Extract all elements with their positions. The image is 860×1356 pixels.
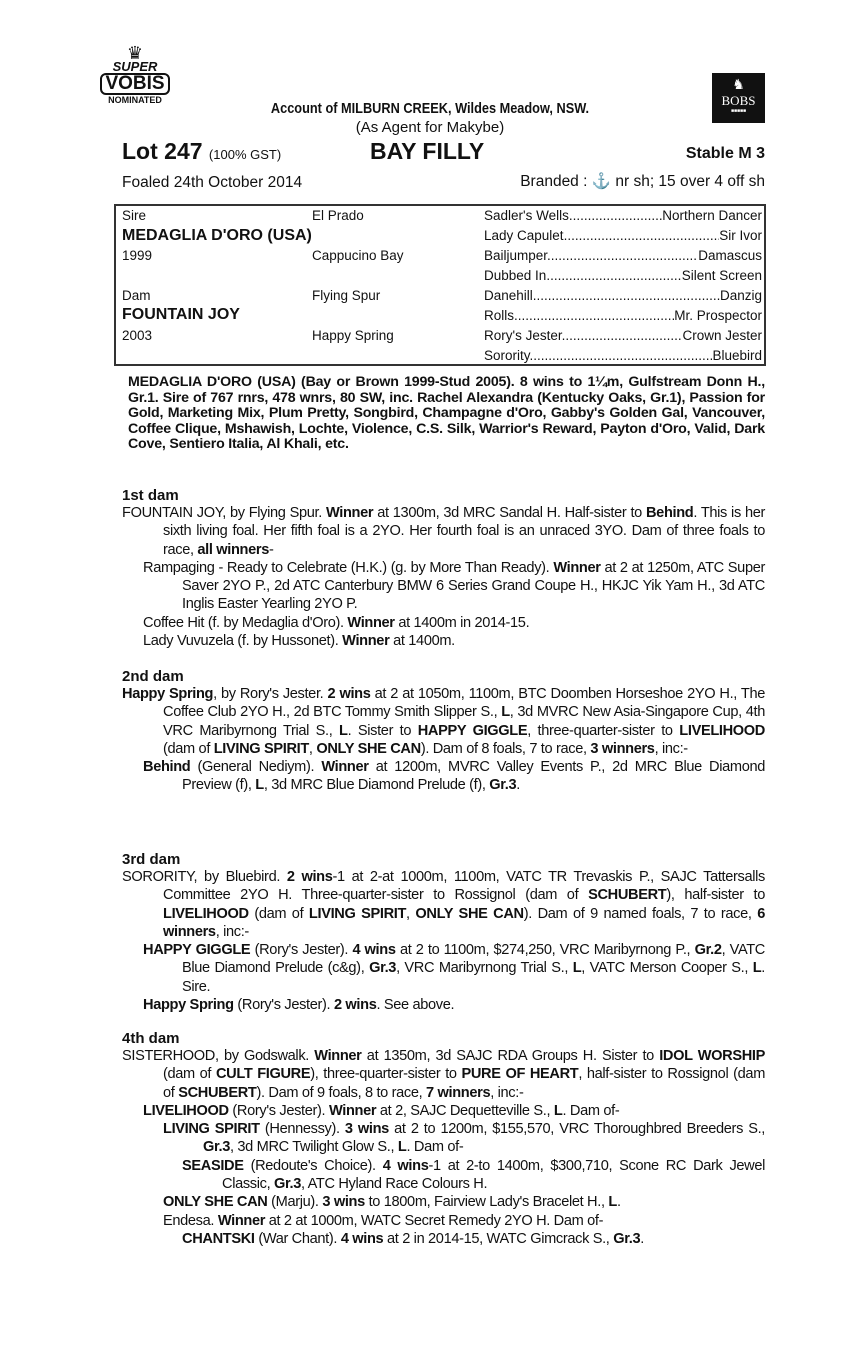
produce-record: Lady Vuvuzela (f. by Hussonet). Winner at 1400m.	[143, 633, 455, 650]
dam-section	[122, 1030, 765, 1248]
bold-highlight: Behind	[143, 759, 191, 776]
pedigree-ancestor	[484, 288, 762, 303]
stable-number: Stable M 3	[685, 145, 765, 162]
bold-highlight: ONLY SHE CAN	[163, 1194, 268, 1211]
bold-highlight: HAPPY GIGGLE	[143, 942, 251, 959]
section-heading: 1st dam	[122, 487, 179, 504]
produce-record: Happy Spring (Rory's Jester). 2 wins. See above.	[143, 997, 455, 1014]
bold-highlight: 4 wins	[352, 942, 396, 959]
ancestor-sire: Sir Ivor	[719, 228, 762, 243]
pedigree-ancestor	[484, 208, 762, 223]
produce-record: HAPPY GIGGLE (Rory's Jester). 4 wins at 2 to 1100m, $274,250, VRC Maribyrnong P., Gr.2, VATC Blue Diamond Prelude (c&g), Gr.3, VRC Maribyrnong Trial S., L, VATC Merson Cooper S., L. Sire.	[143, 942, 766, 995]
ancestor-name: Bailjumper .....	[484, 248, 698, 263]
ancestor-name: Danehill .....	[484, 288, 720, 303]
ancestor-name: Lady Capulet .....	[484, 228, 719, 243]
produce-record: Behind (General Nediym). Winner at 1200m, MVRC Valley Events P., 2d MRC Blue Diamond Preview (f), L, 3d MRC Blue Diamond Prelude (f), Gr.3.	[143, 759, 765, 794]
bold-highlight: 6 winners	[163, 905, 766, 940]
bold-highlight: CULT FIGURE	[215, 1066, 311, 1083]
vendor-account: Account of MILBURN CREEK, Wildes Meadow, NSW.	[270, 100, 590, 117]
bold-highlight: LIVING SPIRIT	[308, 905, 407, 922]
bold-highlight: 3 winners	[590, 740, 655, 757]
grandsire-paternal: El Prado	[312, 208, 364, 223]
horse-description: BAY FILLY	[370, 138, 485, 164]
brand-info	[520, 172, 765, 191]
section-heading: 3rd dam	[122, 851, 181, 868]
ancestor-sire: Bluebird	[712, 348, 762, 363]
ancestor-name: Dubbed In .....	[484, 268, 682, 283]
produce-record: LIVING SPIRIT (Hennessy). 3 wins at 2 to 1200m, $155,570, VRC Thoroughbred Breeders S., Gr.3, 3d MRC Twilight Glow S., L. Dam of-	[163, 1121, 766, 1156]
produce-record: FOUNTAIN JOY, by Flying Spur. Winner at 1300m, 3d MRC Sandal H. Half-sister to Behind. This is her sixth living foal. Her fifth foal is a 2YO. Her fourth foal is an unraced 3YO. Dam of three foals to race, all winners-	[122, 505, 765, 558]
bold-highlight: LIVING SPIRIT	[163, 1121, 260, 1138]
bold-highlight: Gr.3	[274, 1176, 301, 1193]
granddam-maternal: Happy Spring	[312, 328, 394, 343]
bold-highlight: Gr.3	[489, 777, 517, 794]
produce-record: SEASIDE (Redoute's Choice). 4 wins-1 at 2-to 1400m, $300,710, Scone RC Dark Jewel Classic, Gr.3, ATC Hyland Race Colours H.	[182, 1157, 766, 1193]
bold-highlight: Winner	[217, 1212, 266, 1229]
bold-highlight: 4 wins	[382, 1157, 429, 1174]
brand-prefix: Branded :	[520, 173, 588, 190]
bold-highlight: Winner	[328, 1102, 377, 1119]
bold-highlight: CHANTSKI	[182, 1230, 255, 1247]
sire-summary: MEDAGLIA D'ORO (USA) (Bay or Brown 1999-Stud 2005). 8 wins to 1¼m, Gulfstream Donn H., Gr.1. Sire of 767 rnrs, 478 wnrs, 80 SW, inc. Rachel Alexandra (Kentucky Oaks, Gr.1), Passion for Gold, Marketing Mix, Plum Pretty, Songbird, Champagne d'Oro, Gabby's Golden Gal, Vancouver, Coffee Clique, Mshawish, Lochte, Violence, C.S. Silk, Warrior's Reward, Payton d'Oro, Valid, Dark Cove, Sentiero Italia, Al Khali, etc.	[128, 374, 765, 452]
grandsire-maternal: Flying Spur	[312, 288, 381, 303]
bold-highlight: 2 wins	[327, 686, 371, 702]
bobs-logo: ♞ BOBS ■■■■■	[712, 73, 765, 123]
bold-highlight: L	[501, 704, 510, 721]
bold-highlight: Gr.2	[694, 942, 722, 959]
bold-highlight: all winners	[197, 541, 269, 558]
pedigree-ancestor	[484, 328, 762, 343]
dam-section	[122, 668, 765, 795]
section-heading: 2nd dam	[122, 668, 184, 685]
ancestor-sire: Crown Jester	[682, 328, 762, 343]
bold-highlight: LIVELIHOOD	[679, 722, 765, 739]
produce-record: Endesa. Winner at 2 at 1000m, WATC Secret Remedy 2YO H. Dam of-	[163, 1212, 604, 1229]
bold-highlight: Gr.3	[613, 1230, 641, 1247]
ancestor-name: Sadler's Wells .....	[484, 208, 662, 223]
granddam-paternal: Cappucino Bay	[312, 248, 404, 263]
ancestor-sire: Mr. Prospector	[674, 308, 762, 323]
bold-highlight: Gr.3	[203, 1139, 230, 1156]
lot-number	[122, 138, 281, 165]
ancestor-name: Sorority .....	[484, 348, 712, 363]
bold-highlight: L	[752, 960, 762, 977]
brand-suffix: nr sh; 15 over 4 off sh	[615, 173, 765, 190]
bold-highlight: Winner	[325, 505, 374, 521]
bold-highlight: LIVELIHOOD	[143, 1102, 229, 1119]
ancestor-sire: Northern Dancer	[662, 208, 762, 223]
bold-highlight: Gr.3	[369, 960, 397, 977]
bold-highlight: Winner	[314, 1048, 362, 1064]
crown-icon: ♛	[126, 43, 144, 63]
foaled-date: Foaled 24th October 2014	[122, 174, 303, 191]
sire-name: MEDAGLIA D'ORO (USA)	[122, 227, 312, 244]
anchor-icon: ⚓	[591, 173, 612, 190]
bold-highlight: Winner	[342, 633, 390, 650]
produce-record: SISTERHOOD, by Godswalk. Winner at 1350m, 3d SAJC RDA Groups H. Sister to IDOL WORSHIP (dam of CULT FIGURE), three-quarter-sister to PURE OF HEART, half-sister to Rossignol (dam of SCHUBERT). Dam of 9 foals, 8 to race, 7 winners, inc:-	[122, 1048, 766, 1101]
bold-highlight: IDOL WORSHIP	[659, 1048, 765, 1064]
bold-highlight: 3 wins	[344, 1121, 389, 1138]
bold-highlight: SEASIDE	[182, 1157, 244, 1174]
pedigree-ancestor	[484, 248, 762, 263]
dam-label: Dam	[122, 288, 151, 303]
dam-section	[122, 851, 765, 1014]
bold-highlight: Happy Spring	[122, 686, 214, 702]
bold-highlight: LIVING SPIRIT	[213, 740, 309, 757]
bold-highlight: Winner	[321, 759, 369, 776]
pedigree-ancestor	[484, 268, 762, 283]
dam-section	[122, 487, 765, 650]
dam-year: 2003	[122, 328, 153, 343]
pedigree-ancestor	[484, 228, 762, 243]
bold-highlight: L	[397, 1139, 407, 1156]
produce-record: LIVELIHOOD (Rory's Jester). Winner at 2, SAJC Dequetteville S., L. Dam of-	[143, 1102, 620, 1119]
bold-highlight: LIVELIHOOD	[163, 905, 249, 922]
produce-record: Happy Spring, by Rory's Jester. 2 wins at 2 at 1050m, 1100m, BTC Doomben Horseshoe 2YO H., The Coffee Club 2YO H., 2d BTC Tommy Smith Slipper S., L, 3d MVRC New Asia-Singapore Cup, 4th VRC Maribyrnong Trial S., L. Sister to HAPPY GIGGLE, three-quarter-sister to LIVELIHOOD (dam of LIVING SPIRIT, ONLY SHE CAN). Dam of 8 foals, 7 to race, 3 winners, inc:-	[122, 686, 765, 757]
horse-icon: ♞	[732, 76, 745, 92]
bold-highlight: Behind	[645, 505, 694, 521]
gst-note: (100% GST)	[208, 147, 282, 162]
ancestor-sire: Danzig	[719, 288, 762, 303]
bold-highlight: ONLY SHE CAN	[415, 905, 524, 922]
ancestor-sire: Damascus	[698, 248, 762, 263]
pedigree-table	[114, 204, 766, 366]
bold-highlight: Winner	[347, 614, 395, 631]
pedigree-ancestor	[484, 308, 762, 323]
bold-highlight: L	[553, 1102, 563, 1119]
bold-highlight: Happy Spring	[143, 997, 234, 1014]
bold-highlight: L	[339, 722, 348, 739]
bold-highlight: Winner	[553, 559, 601, 576]
bold-highlight: 7 winners	[426, 1084, 491, 1101]
bold-highlight: PURE OF HEART	[461, 1066, 579, 1083]
dam-name: FOUNTAIN JOY	[122, 306, 240, 323]
sire-year: 1999	[122, 248, 153, 263]
bold-highlight: 3 wins	[322, 1194, 365, 1211]
agent-line: (As Agent for Makybe)	[355, 119, 505, 136]
bold-highlight: 4 wins	[340, 1230, 384, 1247]
bold-highlight: L	[608, 1194, 617, 1211]
bold-highlight: HAPPY GIGGLE	[417, 722, 528, 739]
bold-highlight: SCHUBERT	[178, 1084, 257, 1101]
produce-record: Coffee Hit (f. by Medaglia d'Oro). Winner at 1400m in 2014-15.	[143, 614, 530, 631]
produce-record: Rampaging - Ready to Celebrate (H.K.) (g. by More Than Ready). Winner at 2 at 1250m, ATC Super Saver 2YO P., 2d ATC Canterbury BMW 6 Series Grand Coupe H., HKJC Yik Yam H., 3d ATC Inglis Easter Yearling 2YO P.	[143, 559, 765, 613]
bold-highlight: 2 wins	[286, 869, 333, 885]
produce-record: CHANTSKI (War Chant). 4 wins at 2 in 2014-15, WATC Gimcrack S., Gr.3.	[182, 1230, 644, 1247]
ancestor-name: Rolls .....	[484, 308, 674, 323]
section-heading: 4th dam	[122, 1030, 180, 1047]
produce-record: SORORITY, by Bluebird. 2 wins-1 at 2-at 1000m, 1100m, VATC TR Trevaskis P., SAJC Tattersalls Committee 2YO H. Three-quarter-sister to Rossignol (dam of SCHUBERT), half-sister to LIVELIHOOD (dam of LIVING SPIRIT, ONLY SHE CAN). Dam of 9 named foals, 7 to race, 6 winners, inc:-	[122, 869, 766, 940]
ancestor-sire: Silent Screen	[681, 268, 762, 283]
super-vobis-logo: ♛ SUPER VOBIS NOMINATED	[95, 45, 175, 107]
sire-label: Sire	[122, 208, 147, 223]
bold-highlight: SCHUBERT	[588, 887, 667, 904]
pedigree-ancestor	[484, 348, 762, 363]
bold-highlight: L	[572, 960, 582, 977]
bold-highlight: 2 wins	[333, 997, 377, 1014]
ancestor-name: Rory's Jester .....	[484, 328, 682, 343]
bold-highlight: ONLY SHE CAN	[316, 740, 421, 757]
produce-record: ONLY SHE CAN (Marju). 3 wins to 1800m, Fairview Lady's Bracelet H., L.	[163, 1194, 621, 1211]
lot-label: Lot 247	[122, 138, 203, 164]
bold-highlight: L	[255, 777, 264, 794]
